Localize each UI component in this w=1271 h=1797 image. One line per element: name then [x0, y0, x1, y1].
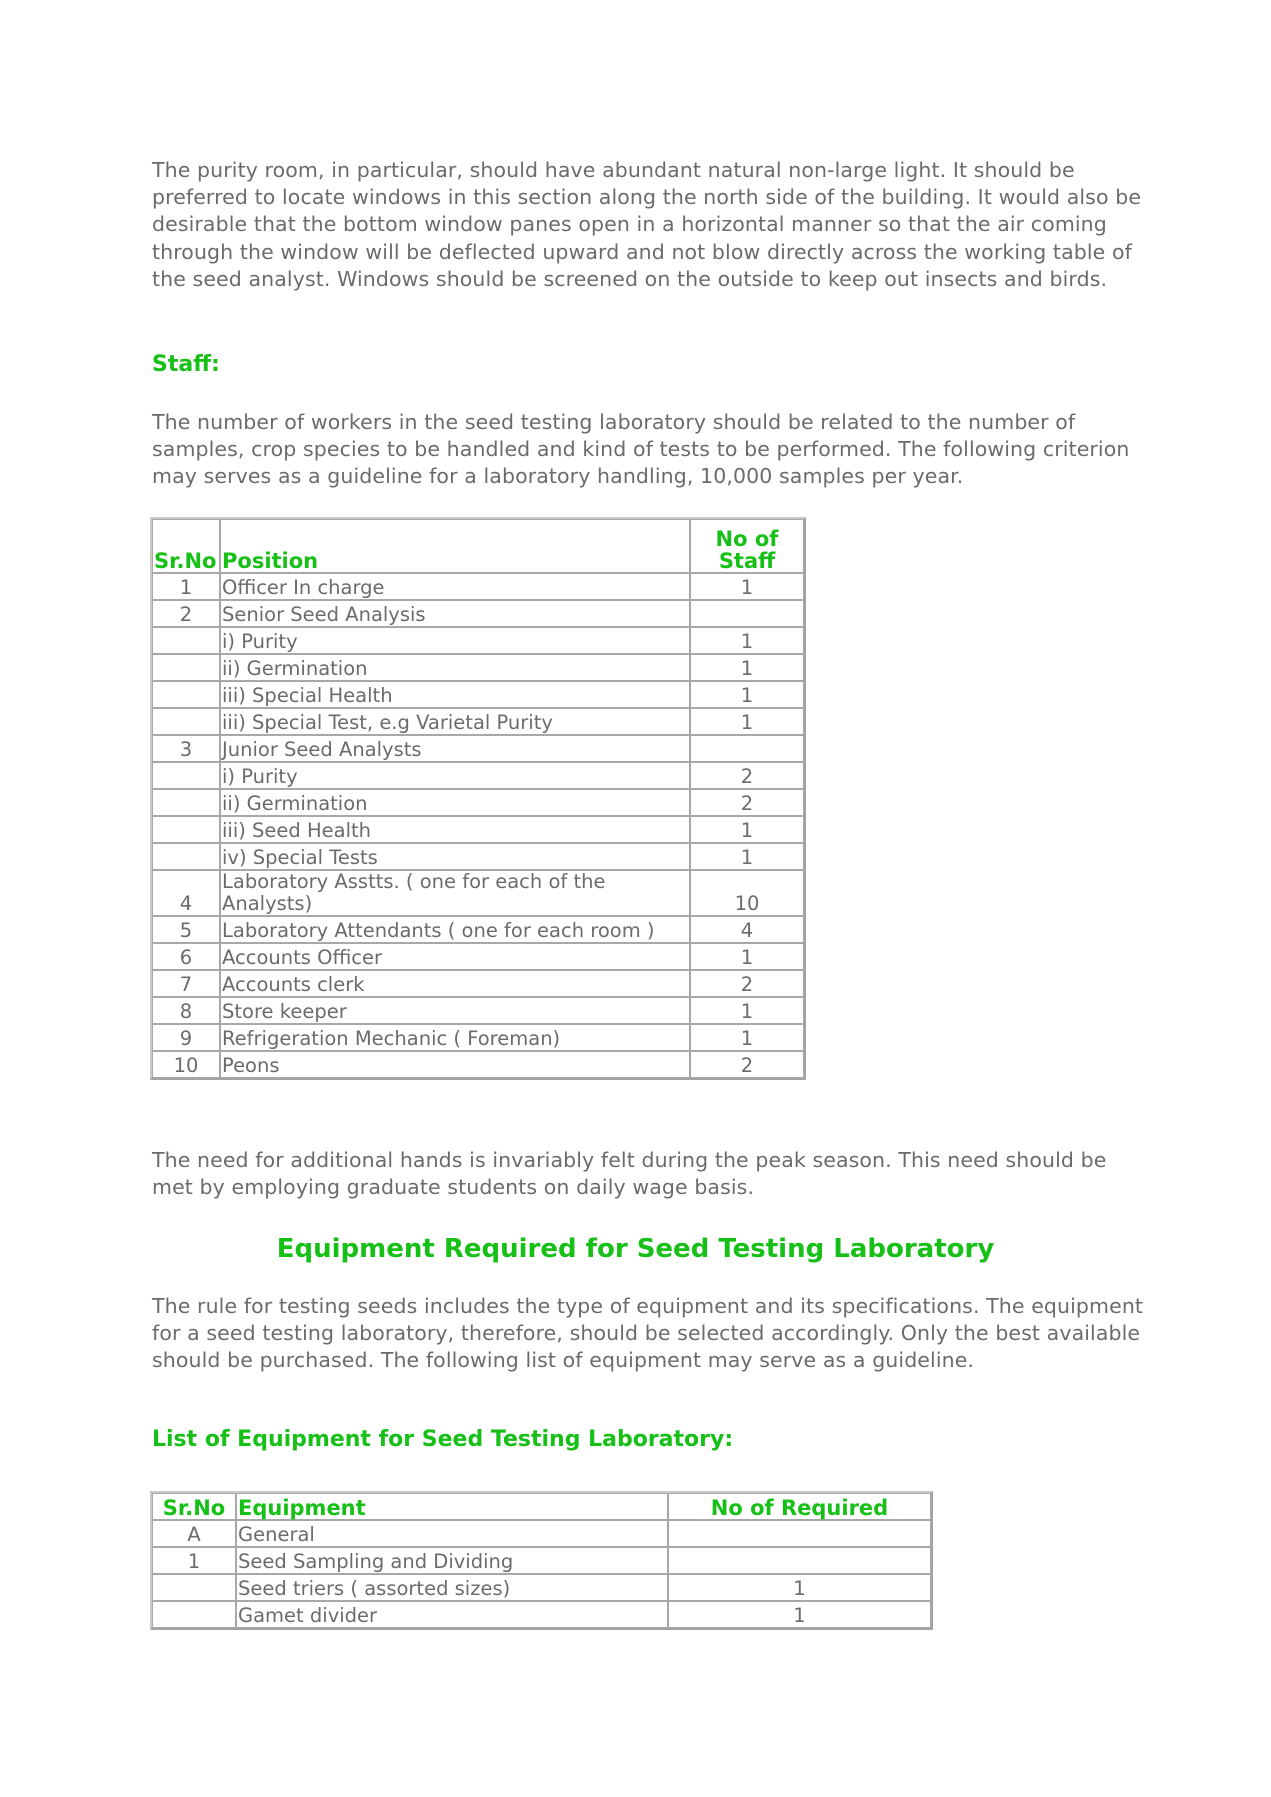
cell-sr-no: 1: [152, 573, 220, 600]
cell-item: i) Purity: [220, 627, 690, 654]
staff-table-row: [152, 735, 804, 762]
cell-count: 1: [690, 1024, 804, 1051]
cell-count: 10: [690, 870, 804, 916]
staff-table-row: [152, 573, 804, 600]
staff-table-row: [152, 600, 804, 627]
cell-count: 1: [668, 1601, 931, 1628]
staff-table-row: [152, 627, 804, 654]
cell-sr-no: 8: [152, 997, 220, 1024]
cell-sr-no: [152, 762, 220, 789]
cell-sr-no: [152, 816, 220, 843]
cell-sr-no: [152, 1574, 236, 1601]
cell-sr-no: A: [152, 1520, 236, 1547]
cell-item: ii) Germination: [220, 789, 690, 816]
cell-sr-no: 1: [152, 1547, 236, 1574]
staff-heading: Staff:: [152, 352, 220, 377]
cell-item: iii) Special Health: [220, 681, 690, 708]
staff-table-row: [152, 1051, 804, 1078]
cell-count: 1: [690, 843, 804, 870]
staff-table-row: [152, 943, 804, 970]
cell-sr-no: 5: [152, 916, 220, 943]
staff-table-row: [152, 816, 804, 843]
cell-sr-no: 3: [152, 735, 220, 762]
cell-sr-no: [152, 627, 220, 654]
staff-intro-paragraph: The number of workers in the seed testing laboratory should be related to the number of samples, crop species to be handled and kind of tests to be performed. The following criterion may serves as a guideline for a laboratory handling, 10,000 samples per year.: [152, 410, 1130, 489]
equipment-intro-paragraph: The rule for testing seeds includes the type of equipment and its specifications. The equipment for a seed testing laboratory, therefore, should be selected accordingly. Only the best available should be purchased. The following list of equipment may serve as a guideline.: [152, 1294, 1144, 1373]
equipment-table-body: [152, 1520, 931, 1628]
cell-sr-no: [152, 708, 220, 735]
staff-table-row: [152, 997, 804, 1024]
cell-item: ii) Germination: [220, 654, 690, 681]
cell-item: General: [236, 1520, 668, 1547]
cell-count: 1: [690, 997, 804, 1024]
cell-sr-no: [152, 843, 220, 870]
cell-count: [668, 1520, 931, 1547]
staff-table-body: [152, 573, 804, 1078]
header-equipment: Equipment: [236, 1493, 668, 1520]
equipment-table-row: [152, 1601, 931, 1628]
cell-item: Accounts Officer: [220, 943, 690, 970]
header-sr-no: Sr.No: [152, 1493, 236, 1520]
equipment-section-heading: Equipment Required for Seed Testing Laboratory: [276, 1234, 995, 1264]
staff-table-row: [152, 681, 804, 708]
cell-item: Seed triers ( assorted sizes): [236, 1574, 668, 1601]
cell-item: Store keeper: [220, 997, 690, 1024]
staff-table-row: [152, 870, 804, 916]
cell-item: Laboratory Asstts. ( one for each of the Analysts): [220, 870, 690, 916]
cell-count: 1: [668, 1574, 931, 1601]
purity-room-paragraph: The purity room, in particular, should have abundant natural non-large light. It should be preferred to locate windows in this section along the north side of the building. It would also be desirable that the bottom window panes open in a horizontal manner so that the air coming through the window will be deflected upward and not blow directly across the working table of the seed analyst. Windows should be screened on the outside to keep out insects and birds.: [152, 158, 1142, 291]
cell-item: Laboratory Attendants ( one for each room ): [220, 916, 690, 943]
cell-item: Accounts clerk: [220, 970, 690, 997]
cell-sr-no: 4: [152, 870, 220, 916]
equipment-table-row: [152, 1574, 931, 1601]
cell-count: 1: [690, 627, 804, 654]
cell-count: 4: [690, 916, 804, 943]
cell-item: i) Purity: [220, 762, 690, 789]
additional-hands-paragraph: The need for additional hands is invariably felt during the peak season. This need should be met by employing graduate students on daily wage basis.: [152, 1148, 1107, 1200]
cell-sr-no: 2: [152, 600, 220, 627]
staff-table-row: [152, 916, 804, 943]
cell-item: Refrigeration Mechanic ( Foreman): [220, 1024, 690, 1051]
cell-count: 1: [690, 816, 804, 843]
header-no-of-required: No of Required: [668, 1493, 931, 1520]
staff-table-row: [152, 843, 804, 870]
cell-sr-no: [152, 789, 220, 816]
cell-sr-no: [152, 681, 220, 708]
staff-table-row: [152, 970, 804, 997]
cell-count: 1: [690, 681, 804, 708]
staff-table-row: [152, 762, 804, 789]
equipment-table: [150, 1491, 933, 1630]
cell-count: 1: [690, 708, 804, 735]
equipment-table-row: [152, 1547, 931, 1574]
cell-item: iv) Special Tests: [220, 843, 690, 870]
cell-item: Peons: [220, 1051, 690, 1078]
cell-count: 2: [690, 762, 804, 789]
cell-count: 1: [690, 943, 804, 970]
cell-sr-no: 10: [152, 1051, 220, 1078]
cell-item: Junior Seed Analysts: [220, 735, 690, 762]
cell-count: [690, 600, 804, 627]
equipment-table-row: [152, 1520, 931, 1547]
header-no-of-staff: No of Staff: [690, 519, 804, 573]
equipment-table-header-row: [152, 1493, 931, 1520]
cell-item: Seed Sampling and Dividing: [236, 1547, 668, 1574]
cell-item: iii) Special Test, e.g Varietal Purity: [220, 708, 690, 735]
cell-item: Officer In charge: [220, 573, 690, 600]
staff-table-row: [152, 654, 804, 681]
cell-count: 2: [690, 970, 804, 997]
cell-count: 2: [690, 1051, 804, 1078]
staff-table-row: [152, 1024, 804, 1051]
header-position: Position: [220, 519, 690, 573]
header-sr-no: Sr.No: [152, 519, 220, 573]
cell-sr-no: [152, 654, 220, 681]
cell-item: Senior Seed Analysis: [220, 600, 690, 627]
cell-count: [668, 1547, 931, 1574]
staff-table-header-row: [152, 519, 804, 573]
equipment-list-heading: List of Equipment for Seed Testing Laboratory:: [152, 1427, 734, 1452]
cell-count: [690, 735, 804, 762]
staff-table-row: [152, 789, 804, 816]
cell-sr-no: 6: [152, 943, 220, 970]
staff-table-row: [152, 708, 804, 735]
cell-count: 2: [690, 789, 804, 816]
cell-sr-no: 9: [152, 1024, 220, 1051]
cell-item: iii) Seed Health: [220, 816, 690, 843]
cell-item: Gamet divider: [236, 1601, 668, 1628]
cell-count: 1: [690, 654, 804, 681]
staff-table: [150, 517, 806, 1080]
cell-sr-no: [152, 1601, 236, 1628]
cell-count: 1: [690, 573, 804, 600]
cell-sr-no: 7: [152, 970, 220, 997]
